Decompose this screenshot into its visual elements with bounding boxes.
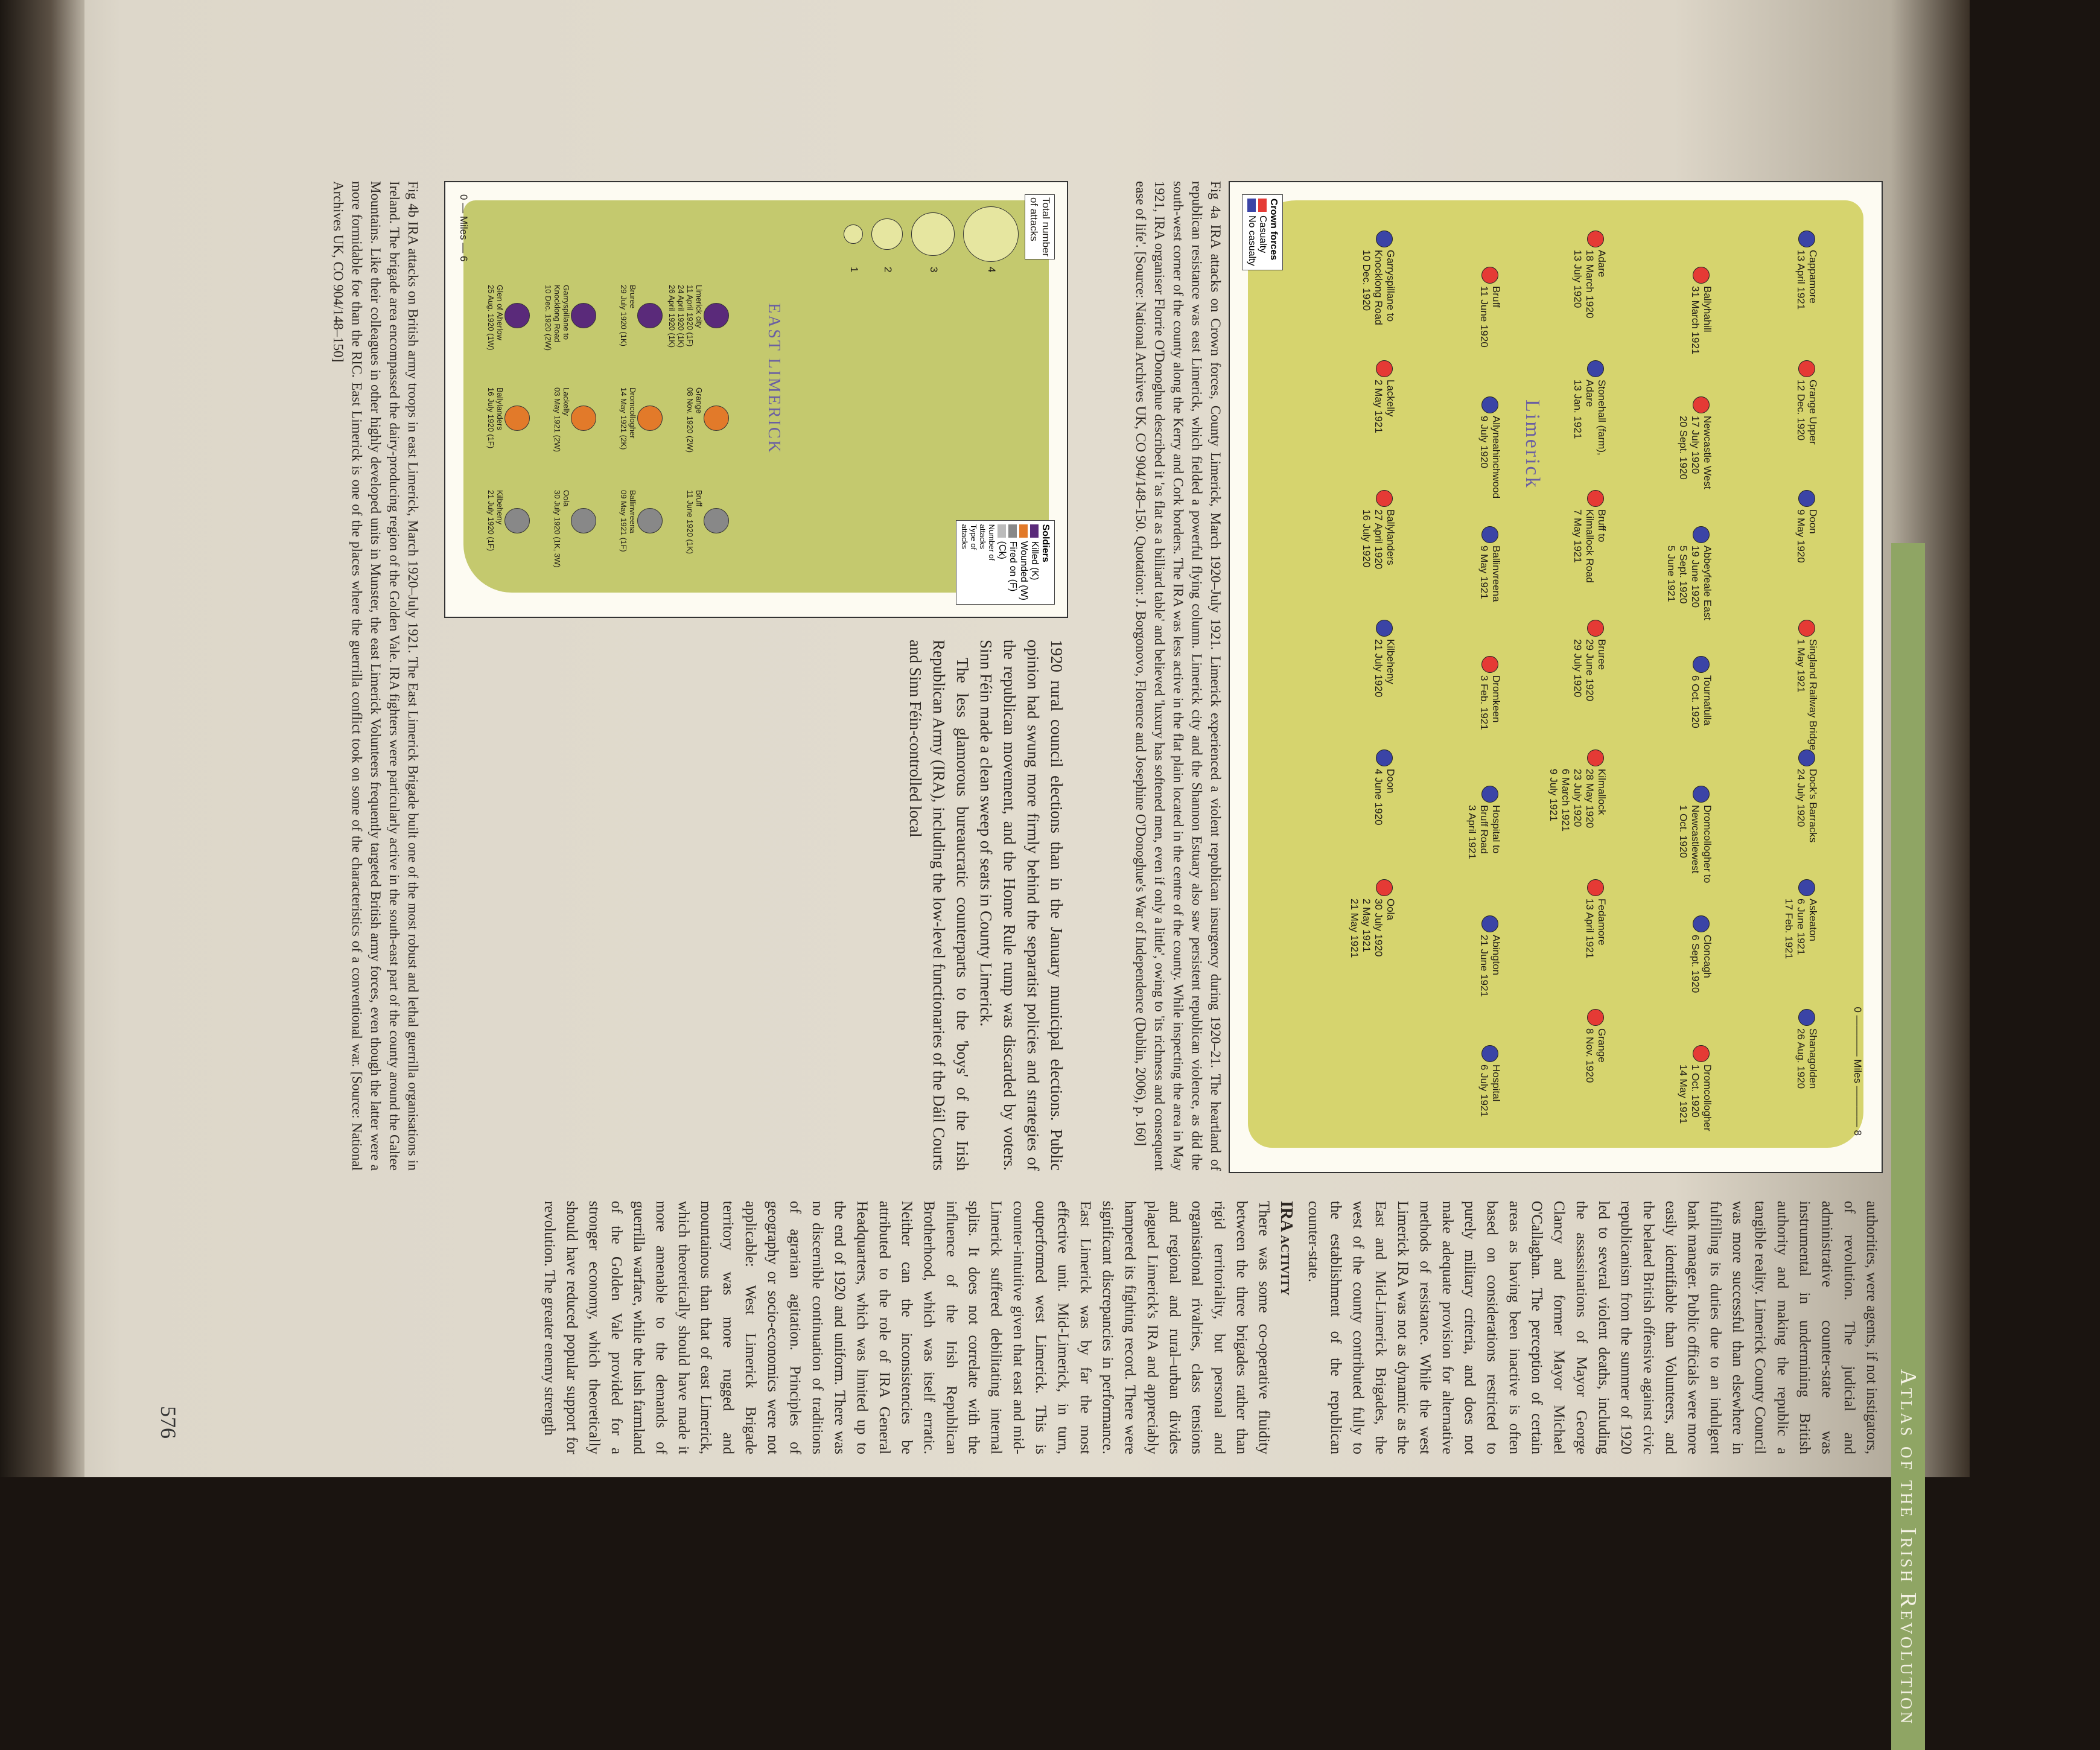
place-label: Allyneahinchwood 9 July 1920 bbox=[1478, 416, 1502, 499]
middle-paragraph-1: 1920 rural council elections than in the January municipal elections. Public opinion had swung more firmly behind the separatist policies and strategies of the republican movement, and the Home Rule rump was discarded by voters. Sinn Féin made a clean sweep of seats in County Limerick. bbox=[977, 640, 1066, 1171]
attack-marker-icon bbox=[1587, 749, 1604, 766]
rotated-page-content bbox=[130, 0, 2100, 1726]
place-label: Dromcollogher 1 Oct. 1920 14 May 1921 bbox=[1678, 1064, 1713, 1131]
scale-b-zero: 0 bbox=[458, 194, 469, 200]
attack-marker-icon bbox=[1481, 656, 1498, 673]
east-attack-marker-icon bbox=[504, 406, 530, 431]
attack-marker-icon bbox=[1481, 396, 1498, 413]
scale-bar: 0 ———— Miles ———— 8 bbox=[1852, 1007, 1863, 1136]
place-label: Grange 8 Nov. 1920 bbox=[1584, 1028, 1608, 1083]
east-place-label: Kilbeheny 21 July 1920 (1F) bbox=[486, 490, 504, 552]
type-caption: Number of attacks bbox=[978, 524, 996, 561]
east-place-label: Ballinvreena 09 May 1921 (1F) bbox=[619, 490, 637, 552]
left-text-column bbox=[1302, 1201, 1883, 1454]
map-fig-4a bbox=[1229, 181, 1883, 1173]
place-label: Doon 4 June 1920 bbox=[1373, 769, 1396, 826]
attack-marker-icon bbox=[1693, 786, 1710, 803]
attack-marker-icon bbox=[1693, 1045, 1710, 1062]
scale-b-six: 6 bbox=[458, 256, 469, 262]
type-swatch-icon bbox=[1030, 524, 1039, 538]
type-legend-label: Killed (K) bbox=[1029, 541, 1040, 581]
type-legend-item bbox=[1029, 524, 1040, 600]
attack-marker-icon bbox=[1376, 231, 1393, 247]
place-label: Garryspillane to Knocklong Road 10 Dec. 1920 bbox=[1361, 250, 1396, 325]
place-label: Bruff to Kilmallock Road 7 May 1921 bbox=[1572, 509, 1608, 583]
east-place-label: Dromcollogher 14 May 1921 (2K) bbox=[619, 387, 637, 450]
map-a-legend-title: Crown forces bbox=[1268, 199, 1279, 261]
attack-marker-icon bbox=[1587, 620, 1604, 637]
type-legend-items bbox=[996, 524, 1040, 600]
blue-swatch-icon bbox=[1247, 199, 1256, 212]
place-label: Ballylanders 27 April 1920 16 July 1920 bbox=[1361, 509, 1396, 570]
east-attack-marker-icon bbox=[571, 508, 596, 533]
attack-marker-icon bbox=[1481, 267, 1498, 284]
scale-zero: 0 bbox=[1852, 1007, 1863, 1013]
place-label: Abbeyfeale East 19 June 1920 5 Sept. 1920 5 June 1921 bbox=[1666, 546, 1713, 620]
type-caption-2: Type of attacks bbox=[960, 524, 978, 550]
map-b-type-legend bbox=[956, 520, 1055, 605]
legend-item-no-casualty bbox=[1246, 199, 1257, 266]
attack-marker-icon bbox=[1587, 360, 1604, 377]
ira-activity-column bbox=[538, 1201, 1297, 1454]
east-place-label: Glen of Aherlow 25 Aug. 1920 (1W) bbox=[486, 285, 504, 351]
region-name-label: EAST LIMERICK bbox=[765, 303, 783, 454]
type-legend-label: (Ck) bbox=[997, 541, 1007, 559]
attack-marker-icon bbox=[1587, 879, 1604, 896]
attack-marker-icon bbox=[1798, 620, 1815, 637]
place-label: Dromcollogher to Newcastlewest 1 Oct. 1920 bbox=[1678, 805, 1713, 883]
map-a-legend bbox=[1242, 194, 1283, 270]
place-label: Doon 9 May 1920 bbox=[1795, 509, 1819, 563]
east-attack-marker-icon bbox=[637, 303, 663, 328]
place-label: Hospital 6 July 1921 bbox=[1478, 1064, 1502, 1117]
place-label: Dock's Barracks 24 July 1920 bbox=[1795, 769, 1819, 843]
county-name-label: Limerick bbox=[1521, 399, 1544, 489]
middle-paragraph-2: The less glamorous bureaucratic counterparts to the 'boys' of the Irish Republican Army (IRA), including the low-level functionaries of the Dáil Courts and Sinn Féin-controlled local bbox=[906, 640, 972, 1171]
attack-marker-icon bbox=[1481, 526, 1498, 543]
place-label: Hospital to Bruff Road 3 April 1921 bbox=[1466, 805, 1502, 859]
running-header bbox=[1891, 543, 1925, 1750]
attack-marker-icon bbox=[1587, 1009, 1604, 1026]
attack-marker-icon bbox=[1587, 490, 1604, 507]
size-legend-circle bbox=[844, 224, 863, 244]
ira-activity-paragraph: There was some co-operative fluidity between the three brigades rather than rigid territoriality, but personal and organisational rivalries, class tensions and regional and rural–urban divides plagued Limerick's IRA and appreciably hampered its fighting record. There were significant discrepancies in performance. East Limerick was by far the most effective unit. Mid-Limerick, in turn, outperformed west Limerick. This is counter-intuitive given that east and mid-Limerick suffered debilitating internal splits. It does not correlate with the influence of the Irish Republican Brotherhood, which was itself erratic. Neither can the inconsistencies be attributed to the role of IRA General Headquarters, which was limited up to the end of 1920 and uniform. There was no discernible continuation of traditions of agrarian agitation. Principles of geography or socio-economics were not applicable: West Limerick Brigade territory was more rugged and mountainous than that of east Limerick, which theoretically should have made it more amenable to the demands of guerrilla warfare, while the lush farmland of the Golden Vale provided for a stronger economy, which theoretically should have reduced popular support for revolution. The greater enemy strength bbox=[541, 1201, 1272, 1454]
attack-marker-icon bbox=[1376, 879, 1393, 896]
place-label: Fedamore 13 April 1921 bbox=[1584, 899, 1608, 959]
size-legend-count: 1 bbox=[848, 267, 860, 273]
legend-item-casualty bbox=[1257, 199, 1268, 266]
attack-marker-icon bbox=[1798, 1009, 1815, 1026]
east-attack-marker-icon bbox=[504, 303, 530, 328]
place-label: Cloncagh 6 Sept. 1920 bbox=[1690, 935, 1713, 993]
caption-fig-4b: Fig 4b IRA attacks on British army troops in east Limerick, March 1920–July 1921. The East Limerick Brigade built one of the most robust and lethal guerrilla organisations in Ireland. The brigade area encompassed the dairy-producing region of the Golden Vale. IRA fighters were particularly active in the south-east part of the county around the Galtee Mountains. Like their colleagues in other highly developed units in Munster, the east Limerick Volunteers frequently targeted British army forces, even though the latter were a more formidable foe than the RIC. East Limerick is one of the places where the guerrilla conflict took on some of the characteristics of a conventional war. [Source: National Archives UK, CO 904/148–150] bbox=[331, 181, 421, 1171]
type-legend-item bbox=[1018, 524, 1029, 600]
type-swatch-icon bbox=[1019, 524, 1028, 538]
map-b-size-legend-title: Total number of attacks bbox=[1025, 194, 1055, 259]
attack-marker-icon bbox=[1693, 396, 1710, 413]
place-label: Ballyhahill 31 March 1921 bbox=[1690, 286, 1713, 355]
map-fig-4b-box bbox=[444, 181, 1068, 618]
east-attack-marker-icon bbox=[571, 303, 596, 328]
place-label: Grange Upper 12 Dec. 1920 bbox=[1795, 380, 1819, 445]
scale-eight: 8 bbox=[1852, 1130, 1863, 1136]
type-swatch-icon bbox=[1008, 524, 1017, 538]
legend-no-casualty-label: No casualty bbox=[1247, 215, 1257, 266]
attack-marker-icon bbox=[1798, 879, 1815, 896]
left-paragraph-1: authorities, were agents, if not instigators, of revolution. The judicial and administrative counter-state was instrumental in undermining British authority and making the republic a tangible reality. Limerick County Council was more successful than elsewhere in fulfilling its duties due to an indulgent bank manager. Public officials were more easily identifiable than Volunteers, and the belated British offensive against civic republicanism from the summer of 1920 led to several violent deaths, including the assassinations of Mayor George Clancy and former Mayor Michael O'Callaghan. The perception of certain areas as having been inactive is often based on considerations restricted to purely military criteria, and does not make adequate provision for alternative methods of resistance. While the west Limerick IRA was not as dynamic as the East and Mid-Limerick Brigades, the west of the county contributed fully to the establishment of the republican counter-state. bbox=[1305, 1201, 1880, 1454]
place-label: Abington 21 June 1921 bbox=[1478, 935, 1502, 998]
east-attack-marker-icon bbox=[637, 406, 663, 431]
ira-activity-heading: IRA activity bbox=[1277, 1201, 1296, 1296]
attack-marker-icon bbox=[1481, 1045, 1498, 1062]
place-label: Lackelly 2 May 1921 bbox=[1373, 380, 1396, 433]
east-place-label: Ballylanders 16 July 1920 (1F) bbox=[486, 387, 504, 449]
place-label: Shanagolden 26 Aug. 1920 bbox=[1795, 1028, 1819, 1089]
place-label: Oola 30 July 1920 2 May 1921 21 May 1921 bbox=[1349, 899, 1396, 958]
attack-marker-icon bbox=[1798, 490, 1815, 507]
place-label: Newcastle West 17 July 1920 20 Sept. 1920 bbox=[1678, 416, 1713, 489]
east-attack-marker-icon bbox=[504, 508, 530, 533]
attack-marker-icon bbox=[1481, 915, 1498, 932]
map-b-scale: 0 — Miles — 6 bbox=[458, 194, 469, 262]
attack-marker-icon bbox=[1481, 786, 1498, 803]
place-label: Dromkeen 3 Feb. 1921 bbox=[1478, 675, 1502, 730]
place-label: Ballinvreena 9 May 1921 bbox=[1478, 546, 1502, 602]
attack-marker-icon bbox=[1798, 231, 1815, 247]
page-number: 576 bbox=[156, 1406, 180, 1439]
type-swatch-icon bbox=[998, 524, 1006, 538]
place-label: Tournafulla 6 Oct. 1920 bbox=[1690, 675, 1713, 728]
east-place-label: Bruff 11 June 1920 (1K) bbox=[686, 490, 704, 554]
size-legend-count: 4 bbox=[986, 267, 998, 273]
attack-marker-icon bbox=[1587, 231, 1604, 247]
type-legend-title: Soldiers bbox=[1040, 524, 1051, 562]
place-label: Singland Railway Bridge 1 May 1921 bbox=[1795, 639, 1819, 751]
east-place-label: Bruree 29 July 1920 (1K) bbox=[619, 285, 637, 346]
size-legend-circle bbox=[871, 218, 903, 250]
type-legend-label: Fired on (F) bbox=[1008, 541, 1018, 592]
caption-fig-4a: Fig 4a IRA attacks on Crown forces, County Limerick, March 1920–July 1921. Limerick experienced a violent republican insurgency during 1920–21. The heartland of republican resistance was east Limerick, which fielded a powerful flying column. Limerick city and the Shannon Estuary also saw persistent republican violence, as did the south-west corner of the county along the Kerry and Cork borders. The IRA was less active in the flat plain located in the centre of the county. While inspecting the area in May 1921, IRA organiser Florrie O'Donoghue described it 'as flat as a billiard table' and believed 'luxury has softened men, even if only a little', owing to 'its richness and consequent ease of life'. [Source: National Archives UK, CO 904/148–150. Quotation: J. Borgonovo, Florence and Josephine O'Donoghue's War of Independence (Dublin, 2006), p. 160] bbox=[1133, 181, 1223, 1171]
size-legend-count: 3 bbox=[928, 267, 940, 273]
red-swatch-icon bbox=[1258, 199, 1267, 212]
type-legend-label: Wounded (W) bbox=[1019, 541, 1029, 600]
east-attack-marker-icon bbox=[704, 508, 729, 533]
place-label: Bruree 29 June 1920 29 July 1920 bbox=[1572, 639, 1608, 702]
place-label: Askeaton 6 June 1921 17 Feb. 1921 bbox=[1783, 899, 1819, 959]
legend-casualty-label: Casualty bbox=[1258, 215, 1268, 253]
county-limerick-land bbox=[1248, 200, 1863, 1148]
east-attack-marker-icon bbox=[704, 406, 729, 431]
type-legend-item bbox=[1007, 524, 1018, 600]
place-label: Adare 18 March 1920 13 July 1920 bbox=[1572, 250, 1608, 319]
size-legend-count: 2 bbox=[882, 267, 894, 273]
attack-marker-icon bbox=[1798, 749, 1815, 766]
east-place-label: Grange 08 Nov. 1920 (2W) bbox=[686, 387, 704, 453]
running-header-title: Atlas of the Irish Revolution bbox=[1895, 1369, 1921, 1726]
attack-marker-icon bbox=[1693, 656, 1710, 673]
east-place-label: Lackelly 03 May 1921 (2W) bbox=[553, 387, 571, 452]
east-place-label: Garryspillane to Knocklong Road 10 Dec. 1920 (2W) bbox=[544, 285, 571, 351]
attack-marker-icon bbox=[1376, 360, 1393, 377]
east-attack-marker-icon bbox=[704, 303, 729, 328]
place-label: Kilmallock 28 May 1920 23 July 1920 6 March 1921 9 July 1921 bbox=[1548, 769, 1608, 832]
attack-marker-icon bbox=[1693, 915, 1710, 932]
east-place-label: Limerick city 11 April 1920 (1F) 24 April 1920 (1K) 26 April 1920 (1K) bbox=[667, 285, 704, 348]
east-place-label: Oola 30 July 1920 (1K, 3W) bbox=[553, 490, 571, 568]
size-legend-circle bbox=[911, 212, 955, 256]
east-attack-marker-icon bbox=[637, 508, 663, 533]
attack-marker-icon bbox=[1376, 749, 1393, 766]
size-legend-circle bbox=[963, 206, 1019, 262]
place-label: Bruff 11 June 1920 bbox=[1478, 286, 1502, 348]
attack-marker-icon bbox=[1693, 267, 1710, 284]
type-legend-item bbox=[996, 524, 1007, 600]
attack-marker-icon bbox=[1798, 360, 1815, 377]
attack-marker-icon bbox=[1376, 490, 1393, 507]
attack-marker-icon bbox=[1376, 620, 1393, 637]
place-label: Cappamore 13 April 1921 bbox=[1795, 250, 1819, 310]
east-attack-marker-icon bbox=[571, 406, 596, 431]
place-label: Kilbeheny 21 July 1920 bbox=[1373, 639, 1396, 698]
scale-b-label: Miles bbox=[458, 215, 469, 240]
scale-label: Miles bbox=[1852, 1059, 1863, 1084]
place-label: Stonehall (farm), Adare 13 Jan. 1921 bbox=[1572, 380, 1608, 456]
attack-marker-icon bbox=[1693, 526, 1710, 543]
middle-text-column bbox=[903, 640, 1068, 1171]
